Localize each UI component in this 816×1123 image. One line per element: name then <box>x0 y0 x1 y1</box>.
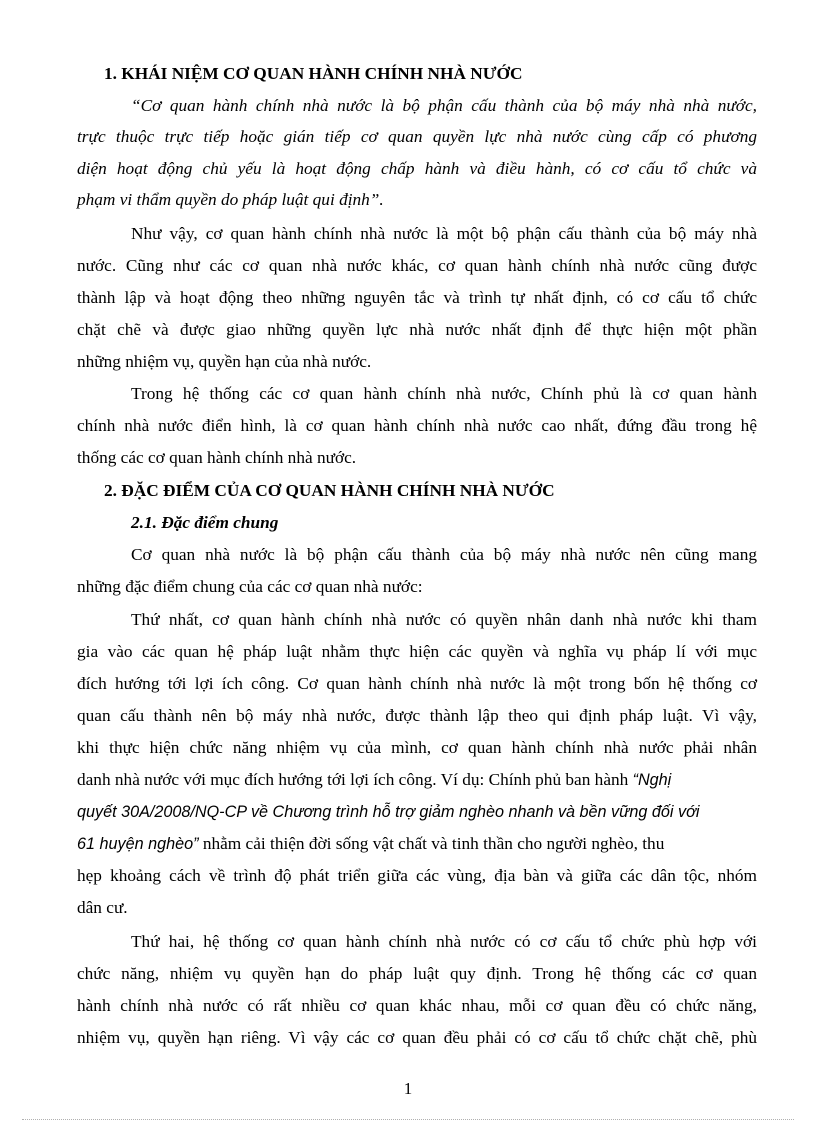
paragraph-line: đích hướng tới lợi ích công. Cơ quan hành chính nhà nước là một trong bốn hệ thống cơ <box>77 674 757 693</box>
paragraph-text: danh nhà nước với mục đích hướng tới lợi ích công. Ví dụ: Chính phủ ban hành <box>77 770 633 789</box>
paragraph-line: chính nhà nước điển hình, là cơ quan hành chính nhà nước cao nhất, đứng đầu trong hệ <box>77 416 757 435</box>
paragraph-line: dân cư. <box>77 898 128 917</box>
paragraph-line: Thứ nhất, cơ quan hành chính nhà nước có quyền nhân danh nhà nước khi tham <box>131 610 757 629</box>
footer-divider <box>22 1119 794 1120</box>
quote-line: trực thuộc trực tiếp hoặc gián tiếp cơ quan quyền lực nhà nước cùng cấp có phương <box>77 127 757 146</box>
quote-line: “Cơ quan hành chính nhà nước là bộ phận cấu thành của bộ máy nhà nhà nước, <box>131 96 757 115</box>
paragraph-text: nhằm cải thiện đời sống vật chất và tinh thần cho người nghèo, thu <box>198 834 665 853</box>
paragraph-line: thành lập và hoạt động theo những nguyên tắc và trình tự nhất định, có cơ cấu tổ chức <box>77 288 757 307</box>
subsection-heading: 2.1. Đặc điểm chung <box>131 513 279 532</box>
paragraph-line: nhiệm vụ, quyền hạn riêng. Vì vậy các cơ quan đều phải có cơ cấu tổ chức chặt chẽ, phù <box>77 1028 757 1047</box>
paragraph-line: gia vào các quan hệ pháp luật nhằm thực hiện các quyền và nghĩa vụ pháp lí với mục <box>77 642 757 661</box>
paragraph-line: chức năng, nhiệm vụ quyền hạn do pháp luật quy định. Trong hệ thống các cơ quan <box>77 964 757 983</box>
paragraph-line: Trong hệ thống các cơ quan hành chính nhà nước, Chính phủ là cơ quan hành <box>131 384 757 403</box>
paragraph-line: những đặc điểm chung của các cơ quan nhà nước: <box>77 577 423 596</box>
paragraph-line: Thứ hai, hệ thống cơ quan hành chính nhà nước có cơ cấu tổ chức phù hợp với <box>131 932 757 951</box>
paragraph-line: thống các cơ quan hành chính nhà nước. <box>77 448 357 467</box>
paragraph-line <box>77 768 757 792</box>
paragraph-line: quan cấu thành nên bộ máy nhà nước, được thành lập theo qui định pháp luật. Vì vậy, <box>77 706 757 725</box>
section-heading-1: 1. KHÁI NIỆM CƠ QUAN HÀNH CHÍNH NHÀ NƯỚC <box>104 64 523 83</box>
paragraph-line: khi thực hiện chức năng nhiệm vụ của mình, cơ quan hành chính nhà nước phải nhân <box>77 738 757 757</box>
paragraph-line: hẹp khoảng cách về trình độ phát triển giữa các vùng, địa bàn và giữa các dân tộc, nhóm <box>77 866 757 885</box>
paragraph-line: chặt chẽ và được giao những quyền lực nhà nước nhất định để thực hiện một phần <box>77 320 757 339</box>
page-number: 1 <box>403 1079 413 1098</box>
paragraph-line: Cơ quan nhà nước là bộ phận cấu thành của bộ máy nhà nước nên cũng mang <box>131 545 757 564</box>
citation-text: 61 huyện nghèo” <box>77 835 199 853</box>
quote-line: phạm vi thẩm quyền do pháp luật qui định”. <box>77 190 384 209</box>
paragraph-line: Như vậy, cơ quan hành chính nhà nước là một bộ phận cấu thành của bộ máy nhà <box>131 224 757 243</box>
paragraph-line <box>77 832 664 856</box>
paragraph-line: hành chính nhà nước có rất nhiều cơ quan khác nhau, mỗi cơ quan đều có chức năng, <box>77 996 757 1015</box>
citation-text: “Nghị <box>632 771 672 789</box>
section-heading-2: 2. ĐẶC ĐIỂM CỦA CƠ QUAN HÀNH CHÍNH NHÀ NƯỚC <box>104 481 555 500</box>
paragraph-line: nước. Cũng như các cơ quan nhà nước khác, cơ quan hành chính nhà nước cũng được <box>77 256 757 275</box>
citation-line: quyết 30A/2008/NQ-CP về Chương trình hỗ trợ giảm nghèo nhanh và bền vững đối với <box>77 803 700 821</box>
quote-line: diện hoạt động chủ yếu là hoạt động chấp hành và điều hành, có cơ cấu tổ chức và <box>77 159 757 178</box>
paragraph-line: những nhiệm vụ, quyền hạn của nhà nước. <box>77 352 372 371</box>
